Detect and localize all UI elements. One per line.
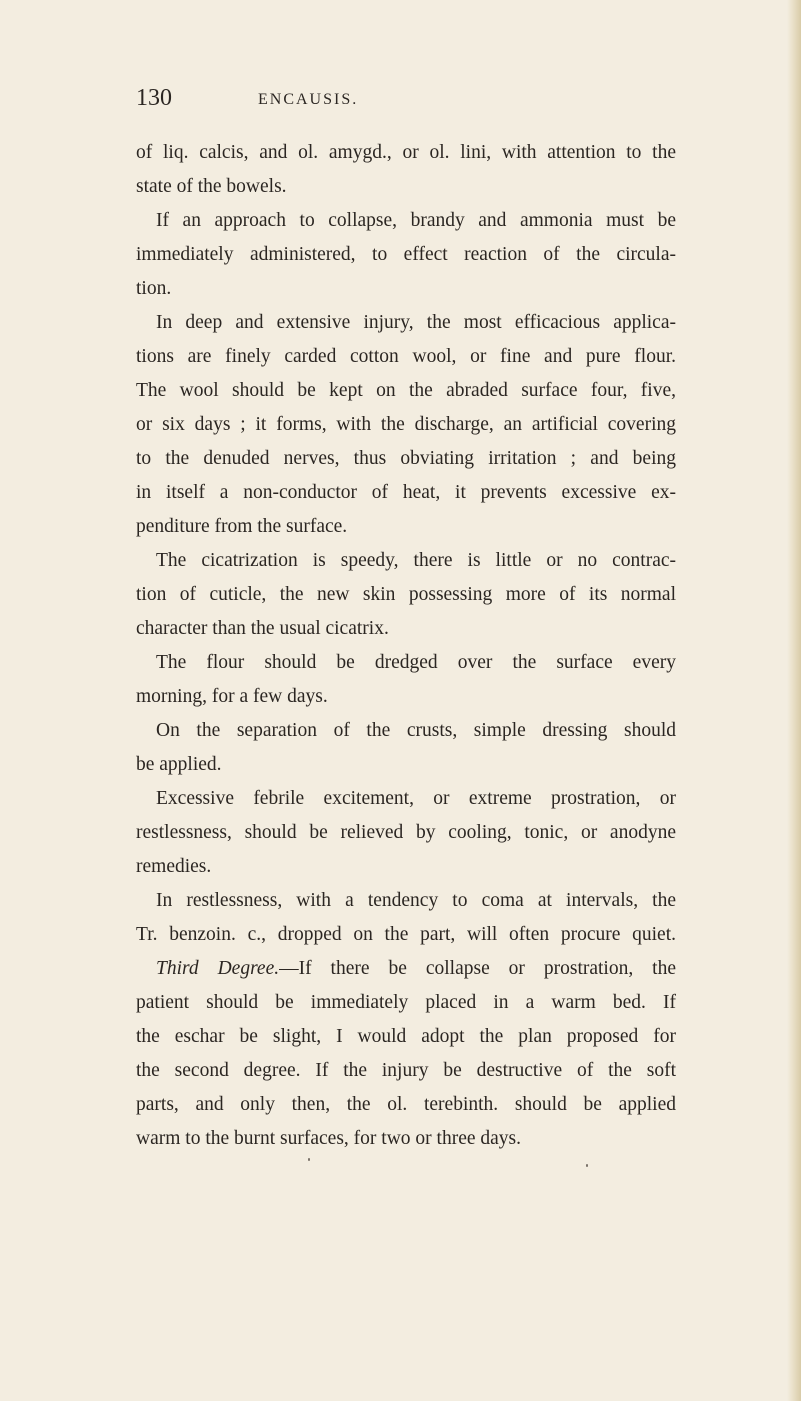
text-line: The cicatrization is speedy, there is little or no contrac- bbox=[156, 550, 676, 571]
text-line: Excessive febrile excitement, or extreme prostration, or bbox=[156, 788, 676, 809]
text-line: remedies. bbox=[136, 856, 212, 877]
text-line: parts, and only then, the ol. terebinth. should be applied bbox=[136, 1094, 676, 1115]
text-line: On the separation of the crusts, simple dressing should bbox=[156, 720, 676, 741]
text-line: be applied. bbox=[136, 754, 222, 775]
text-line: to the denuded nerves, thus obviating irritation ; and being bbox=[136, 448, 676, 469]
section-heading-third-degree: Third Degree. bbox=[156, 958, 280, 979]
page-edge-shadow bbox=[787, 0, 801, 1401]
text-line: immediately administered, to effect reaction of the circula- bbox=[136, 244, 676, 265]
text-line: tions are finely carded cotton wool, or fine and pure flour. bbox=[136, 346, 676, 367]
text-line: In deep and extensive injury, the most efficacious applica- bbox=[156, 312, 676, 333]
text-line: character than the usual cicatrix. bbox=[136, 618, 389, 639]
text-line: The wool should be kept on the abraded surface four, five, bbox=[136, 380, 676, 401]
body-text bbox=[136, 136, 676, 1156]
text-line: If an approach to collapse, brandy and ammonia must be bbox=[156, 210, 676, 231]
text-line-third-degree bbox=[136, 952, 676, 986]
text-line: In restlessness, with a tendency to coma at intervals, the bbox=[156, 890, 676, 911]
text-line: morning, for a few days. bbox=[136, 686, 328, 707]
page-header bbox=[136, 86, 676, 116]
paper-speck bbox=[586, 1164, 588, 1167]
text-line: patient should be immediately placed in a warm bed. If bbox=[136, 992, 676, 1013]
text-line: warm to the burnt surfaces, for two or three days. bbox=[136, 1128, 522, 1149]
text-line: of liq. calcis, and ol. amygd., or ol. lini, with attention to the bbox=[136, 142, 676, 163]
text-line: state of the bowels. bbox=[136, 176, 287, 197]
paper-speck bbox=[308, 1158, 310, 1161]
running-head: ENCAUSIS. bbox=[258, 91, 359, 108]
text-line: tion of cuticle, the new skin possessing more of its normal bbox=[136, 584, 676, 605]
text-line: penditure from the surface. bbox=[136, 516, 348, 537]
page-number: 130 bbox=[136, 85, 172, 111]
text-line: The flour should be dredged over the surface every bbox=[156, 652, 676, 673]
text-line: Tr. benzoin. c., dropped on the part, will often procure quiet. bbox=[136, 924, 676, 945]
third-degree-text: —If there be collapse or prostration, the bbox=[279, 958, 676, 979]
text-line: in itself a non-conductor of heat, it prevents excessive ex- bbox=[136, 482, 676, 503]
text-line: restlessness, should be relieved by cooling, tonic, or anodyne bbox=[136, 822, 676, 843]
text-line: or six days ; it forms, with the discharge, an artificial covering bbox=[136, 414, 676, 435]
text-line: tion. bbox=[136, 278, 172, 299]
text-line: the eschar be slight, I would adopt the plan proposed for bbox=[136, 1026, 676, 1047]
text-line: the second degree. If the injury be destructive of the soft bbox=[136, 1060, 676, 1081]
